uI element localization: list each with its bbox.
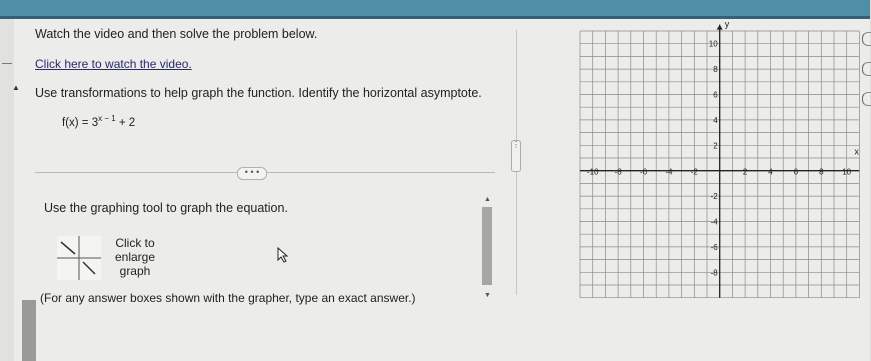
graph-tool-control[interactable] xyxy=(862,62,871,76)
scroll-down-icon[interactable]: ▼ xyxy=(484,292,491,299)
enlarge-label-line: Click to xyxy=(115,236,155,250)
y-tick-label: 6 xyxy=(713,90,718,100)
left-scrollbar[interactable] xyxy=(22,300,36,361)
y-tick-label: 10 xyxy=(708,39,718,49)
left-margin xyxy=(0,19,14,361)
y-tick-label: 4 xyxy=(713,115,718,125)
enlarge-label xyxy=(105,236,165,278)
edge-mark xyxy=(2,63,12,64)
y-tick-label: -2 xyxy=(710,192,718,202)
enlarge-graph-button[interactable] xyxy=(55,234,165,284)
x-tick-label: -8 xyxy=(614,167,622,177)
coordinate-graph[interactable] xyxy=(566,19,870,297)
graph-tool-control[interactable] xyxy=(862,92,871,106)
x-axis-label: x xyxy=(854,146,859,157)
graph-tool-instruction: Use the graphing tool to graph the equation. xyxy=(44,201,288,215)
graph-tool-control[interactable] xyxy=(862,32,871,46)
enlarge-label-line: graph xyxy=(119,264,151,278)
y-tick-label: 8 xyxy=(713,65,718,75)
header-bar xyxy=(0,0,870,16)
split-handle[interactable]: ⋮ xyxy=(511,140,521,172)
scroll-up-icon[interactable]: ▲ xyxy=(484,196,491,203)
question-prompt: Watch the video and then solve the problem below. xyxy=(35,27,318,41)
function-exponent: x − 1 xyxy=(98,114,116,123)
mini-graph-icon xyxy=(55,234,103,282)
enlarge-label-line: enlarge xyxy=(114,250,156,264)
video-link[interactable]: Click here to watch the video. xyxy=(35,57,192,71)
x-tick-label: -10 xyxy=(586,167,599,177)
function-expression xyxy=(62,114,135,129)
y-tick-label: -4 xyxy=(710,217,718,227)
collapse-caret-icon[interactable]: ▲ xyxy=(12,83,20,92)
x-tick-label: 8 xyxy=(819,167,824,177)
function-lhs: f(x) = 3 xyxy=(62,116,99,129)
answer-note: (For any answer boxes shown with the grapher, type an exact answer.) xyxy=(40,291,416,305)
mouse-cursor-icon xyxy=(277,247,289,263)
y-axis-label: y xyxy=(724,19,730,30)
function-rhs: + 2 xyxy=(118,116,136,129)
graph-background xyxy=(566,28,870,297)
x-tick-label: -6 xyxy=(639,167,648,177)
more-button[interactable]: • • • xyxy=(237,167,267,180)
question-instruction: Use transformations to help graph the function. Identify the horizontal asymptote. xyxy=(35,86,482,100)
x-tick-label: 10 xyxy=(842,167,852,177)
y-tick-label: -6 xyxy=(710,242,718,252)
x-tick-label: -2 xyxy=(690,167,698,177)
y-tick-label: 2 xyxy=(713,141,718,151)
x-tick-label: 2 xyxy=(742,167,748,177)
x-tick-label: 4 xyxy=(768,167,773,177)
scrollbar-thumb[interactable] xyxy=(482,207,492,285)
y-tick-label: -8 xyxy=(710,268,718,278)
x-tick-label: -4 xyxy=(665,167,673,177)
x-tick-label: 6 xyxy=(793,167,799,177)
